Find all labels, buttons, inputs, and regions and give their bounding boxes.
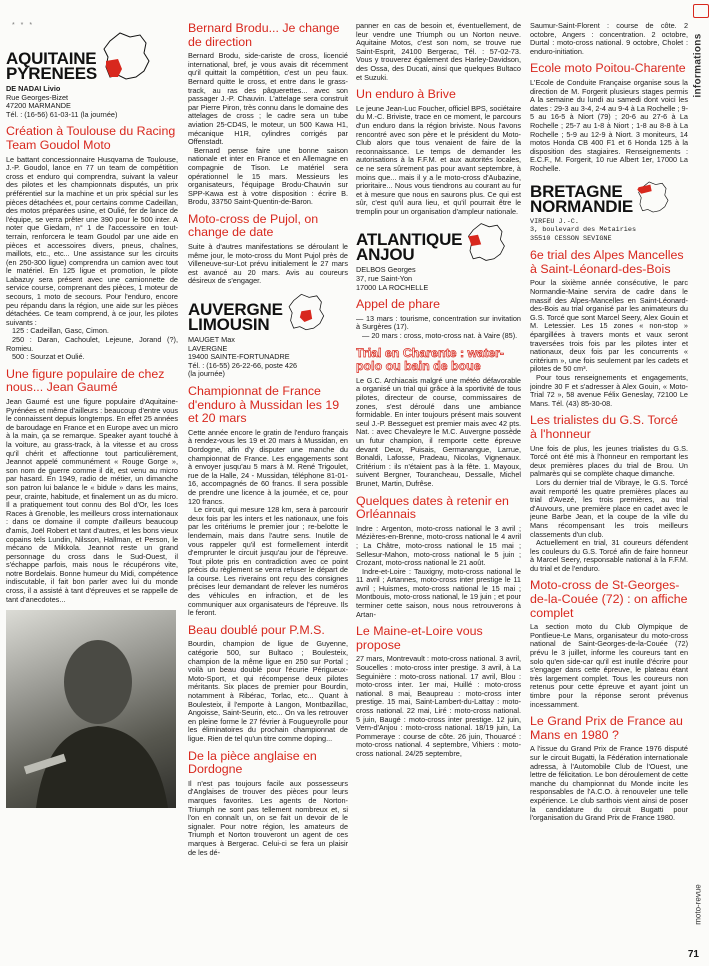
article-headline: Une figure populaire de chez nous... Jean Gaumé — [6, 366, 165, 395]
article-text: Le jeune Jean-Luc Foucher, officiel BPS, sociétaire du M.-C. Briviste, trace en ce moment, le parcours d'un enduro dans la région briviste. Nous l'avons rencontré avec son père et le président du Moto-Club alors que tous venaient de faire de la reconnaissance. Le temps de demander les autorisations à la F.F.M. et aux autorités locales, ce ne sera sûrement pas pour avant septembre, à moins que... mais il y a le moto-cross d'Aubazine, prioritaire... Nous vous tiendrons au courant au fur et à mesure que nous en saurons plus. Ce qui est sûr, c'est qu'il aura lieu, et qu'il pourrait être le tremplin pour un organisation d'ampleur nationale. — [356, 103, 521, 216]
article-text: A l'issue du Grand Prix de France 1976 disputé sur le circuit Bugatti, la Fédération internationale adressa, à l'Automobile Club de l'Ouest, une lettre de félicitation. Le bon déroulement de cette manche du championnat du Monde incite les responsables de l'A.C.O. à renouveler une telle expérience. Le club sarthois vient ainsi de poser la candidature du circuit Bugatti pour l'organisation du Grand Prix de France 1980. — [530, 744, 688, 823]
france-map-icon — [636, 180, 670, 214]
article-headline: De la pièce anglaise en Dordogne — [188, 748, 317, 777]
article-text: Bourdin, champion de ligue de Guyenne, catégorie 500, sur Bultaco ; Boulesteix, champion de la même ligue en 250 sur Portal ; voilà un beau doublé pour l'écurie Périgueux-Moto-Sport, et qui récompense deux pilotes méritants. Six places de premier pour Bourdin, notamment à Ribérac, Torlac, etc... Quant à Boulesteix, il l'emporte à Langon, Montbazillac, Angoisse, Saint-Seurin, etc... On va les retrouver en pleine forme le 27 février à Fougueyrolle pour les éliminatoires du prochain championnat de ligue. Rien de tel qu'un titre comme doping... — [188, 639, 348, 743]
correspondent-address: DE NADAI Livio Rue Georges-Bizet 47200 MARMANDE Tél. : (16-56) 61-03-11 (la journée) — [6, 84, 118, 119]
article-headline: Championnat de France d'enduro à Mussidan les 19 et 20 mars — [188, 384, 340, 426]
column-2 — [188, 22, 348, 958]
article-headline: Beau doublé pour P.M.S. — [188, 622, 325, 637]
france-map-icon — [286, 292, 326, 332]
article-text: Une fois de plus, les jeunes trialistes du G.S. Torcé ont été mis à l'honneur en remportant les deux premières places du trial de Brou. Un palmarès qui se complète chaque dimanche. — [530, 443, 688, 479]
article-headline: Ecole moto Poitou-Charente — [530, 61, 686, 76]
article-text: Bernard pense faire une bonne saison nationale et inter en France et en Allemagne en compagnie de Tison. Le matériel sera opérationnel le 15 mars. Messieurs les organisateurs, l'équipage Brodu-Chauvin sur SPP-Kawa est à votre disposition : écrire B. Brodu, 33750 Saint-Quentin-de-Baron. — [188, 145, 348, 207]
region-title: ATLANTIQUE ANJOU — [356, 230, 463, 265]
article-text: Le G.C. Archiacais malgré une météo défavorable a organisé un trial qui grâce à la sportivité de tous pilotes, directeur de course, commissaires de zones, s'est déroulé dans une ambiance formidable. En inter toujours présent mais souvent seul J.-P. Besseguet est premier mais avec 42 pts. Nat. : avec Chevaleyre le M.C. Auvergne possède un futur champion, il remporte cette épreuve devant Deux, Puisais, Germanangue, Larrue, Bonaldi, Lafosse, Pradeau, Nicolas, Vignenaux. Critérium : ils n'étaient pas à la fête. 1. Mayoux, suivent Bergner, Tourancheau, Dessalle, Michel Brunet, Martin, Dufrêse. — [356, 375, 521, 488]
article-text: Actuellement en trial, 31 coureurs défendent les couleurs du G.S. Torcé afin de faire honneur à Marcel Seery, responsable national à la F.F.M. du trial et de l'enduro. — [530, 538, 688, 573]
article-headline: Le Maine-et-Loire vous propose — [356, 624, 483, 652]
magazine-label: moto-revue — [693, 884, 703, 925]
article-text: Bernard Brodu, side-cariste de cross, licencié international, bref, je vous avais dit récemment qu'il quittait la compétition, c'est un peu faux. Bernard quitte le cross, et entre dans le grass-track, au ras des pâquerettes... avec son passager J.-P. Chauvin. L'attelage sera construit par Pierre Piron, très connu dans le domaine des attelages de cross ; le cadre sera un tube aviation 25-CD4S, le moteur, un 500 Kawa H1, mécanique H1R, cylindres corrigés par Offenstadt. — [188, 51, 348, 147]
column-1 — [6, 22, 178, 958]
article-headline: Quelques dates à retenir en Orléannais — [356, 493, 509, 522]
france-map-icon — [100, 31, 152, 81]
article-text: Le battant concessionnaire Husqvarna de Toulouse, J.-P. Goudol, lance en 77 un team de compétition cross et enduro qui comprendra, suivant la valeur des pilotes et les championnats disputés, un prix préférentiel sur la machine et un prix spécial sur les pièces détachées et, pour certains comme Cadeillan, des motos préparées usine, et Oulié, fer de lance de l'équipe, se verra prêter une 390 pour le 500 inter. A noter que Giedam, n° 1 de l'accessoire en tout-terrain, renforcera le team Goudol par une aide en pièces et accessoires divers, pneus, chaînes, maillots, etc., etc... Une assistance sur les circuits (en 250-300 ligue) comprendra un camion avec tout le matériel. En 125 ligue et promotion, le pilote Labazuy sera présent avec une camionnette de service course, comprenant des pièces, 1 moteur de secours, 1 moto de secours. Pour l'enduro, encore peu répandu dans la région, une aide sur les pièces détachées. Ce team comprend, à ce jour, les pilotes suivants : — [6, 154, 178, 327]
region-title: AQUITAINE PYRENEES — [6, 49, 97, 83]
article-text: L'Ecole de Conduite Française organise sous la direction de M. Forgerit plusieurs stages permis A la semaine du lundi au samedi dont voici les dates : 29-3 au 3-4, 2-4 au 9-4 à La Rochelle ; 9-5 au 16-5 à Niort (79) ; 20-6 au 27-6 à La Rochelle ; 25-7 au 1-8 à Niort ; 1-8 au 8-8 à La Rochelle ; 5-9 au 12-9 à Niort. 3 moniteurs, 14 motos Honda CB 400 F1 et 6 Honda 125 à la disposition des stagiaires. Renseignements : E.C.F., M. Forgerit, 10 rue Albert 1er, 17000 La Rochelle. — [530, 77, 688, 173]
article-text: 500 : Sourzat et Oulié. — [12, 352, 85, 362]
region-header-bretagne — [530, 180, 688, 214]
article-text: Saumur-Saint-Florent : course de côte. 2 octobre, Angers : concentration. 2 octobre, Durtal : moto-cross national. 9 octobre, Cholet : enduro-initiation. — [530, 22, 688, 56]
article-headline: Moto-cross de Pujol, on change de date — [188, 211, 319, 240]
article-text: Jean Gaumé est une figure populaire d'Aquitaine-Pyrénées et même d'ailleurs : beaucoup d'entre vous le connaissent depuis longtemps. En effet 25 années de baroudage en France et en Europe avec un micro à la main, ça se remarque. Speaker ayant touché à la voiture, au grass-track, à la vitesse et au cross qu'il chérit et affectionne tout particulièrement, Jeannot appelé communément « Rouge Gorge », son nom de guerre comme il dit, est venu au micro par hasard. En 1949, radio de métier, un dimanche son patron lui balance le « bidule » dans les mains, peur, crainte, habitude, et finalement un as du micro. Il a pratiquement tout connu des Bol d'Or, les Ices Races à Grenoble, les meilleurs cross internationaux : dans ce domaine il compte d'ailleurs beaucoup d'amis, Joël Robert et tant d'autres, et les bons vieux copains tels Lundin, Nilsson, Hallman, et Person, le mécano de Mikkola. Jeannot reste un grand personnage du cross dans le Sud-Ouest, il s'échappe parfois, mais nous le récupérons vite, notre Bordelais. Bonne humeur du Midi, compétence indiscutable, il fait bon parler avec lui du monde cross, il a assisté à tant d'épreuves et se rappelle de tant d'anecdotes... — [6, 397, 178, 604]
article-text: Pour tous renseignements et engagements, joindre 30 F et s'adresser à Alex Gouin, « Moto-Trial 72 », 58 avenue Félix Geneslay, 72100 Le Mans. Tél. (43) 85-30-08. — [530, 373, 688, 408]
region-header-atlantique — [356, 222, 521, 265]
article-headline: Bernard Brodu... Je change de direction — [188, 22, 340, 49]
region-title: BRETAGNE NORMANDIE — [530, 181, 634, 216]
article-text: 27 mars, Montrevault : moto-cross national. 3 avril, Soucelles : moto-cross inter prestige. 3 avril, à La Seguinière : moto-cross national. 17 avril, Blou : moto-cross inter. 1er mai, Huillé : moto-cross national. 8 mai, Beaupreau : moto-cross inter prestige. 15 mai, Saint-Lambert-du-Lattay : moto-cross national. 22 mai, Liré : moto-cross national. 5 juin, Baugé : moto-cross inter prestige. 12 juin, Vern-d'Anjou : moto-cross national. 18/19 juin, La Pommeraye : course de côte. 26 juin, Thouarcé : moto-cross national. 4 septembre, Vihiers : moto-cross national. 24/25 septembre, — [356, 654, 521, 758]
france-map-icon — [465, 222, 507, 262]
article-text: La section moto du Club Olympique de Pontlieue-Le Mans, organisateur du moto-cross national de Saint-Georges-de-la-Couée (72) prévu le 3 juillet, informe les coureurs tant en solo qu'en side-car qu'il est inutile d'écrire pour s'engager dans cette épreuve, le plateau étant très largement complet. Tous les coureurs non retenus pour cette épreuve et ayant joint un timbre pour la réponse seront prévenus incessamment. — [530, 622, 688, 709]
article-text: — 13 mars : tourisme, concentration sur invitation à Surgères (17). — [356, 313, 521, 332]
article-headline: Création à Toulouse du Racing Team Goudol Moto — [6, 124, 176, 152]
article-text: 125 : Cadeillan, Gasc, Cimon. — [12, 326, 109, 336]
article-headline: 6e trial des Alpes Mancelles à Saint-Léonard-des-Bois — [530, 248, 684, 276]
article-text: Suite à d'autres manifestations se déroulant le même jour, le moto-cross du Mont Pujol près de Villeneuve-sur-Lot prévu initialement le 27 mars est avancé au 20 mars. Avis au coureurs désireux de s'engager. — [188, 242, 348, 286]
decorative-stars: * * * — [12, 22, 35, 29]
column-3 — [356, 22, 521, 958]
article-text: Pour la sixième année consécutive, le parc Normandie-Maine servira de cadre dans le massif des Alpes-Mancelles en Saint-Léonard-des-Bois au trial organisé par les animateurs du G.S. Torcé que sont Marcel Seery, Alex Gouin et M. Letessier. Les 15 zones « non-stop » épargillées à travers monts et vaux seront traversées trois fois par les pilotes inter et nationaux, deux fois par les concurrents « critérium », une fois seulement par les cadets et pilotes de 50 cm³. — [530, 278, 688, 374]
article-headline: Trial en Charente : water-polo ou bain de boue — [356, 345, 505, 374]
correspondent-address: DELBOS Georges 37, rue Saint-Yon 17000 LA ROCHELLE — [356, 265, 429, 292]
article-text: Le circuit, qui mesure 128 km, sera à parcourir deux fois par les inters et les nationaux, une fois par les critériums le premier jour ; re-belotte le lendemain, mais dans l'autre sens. Inutile de vous rappeler qu'il est formellement interdit d'emprunter le circuit jusqu'au jour de l'épreuve. Tout pilote pris en contradiction avec ce point précis du règlement se verra refuser le départ de la course. Les riverains ont reçu des consignes précises leur demandant de relever les numéros des véhicules en infraction, et de les communiquer aux organisateurs de l'épreuve. Ils le feront. — [188, 505, 348, 618]
article-headline: Les trialistes du G.S. Torcé à l'honneur — [530, 413, 678, 441]
article-headline: Moto-cross de St-Georges-de-la-Couée (72) : on affiche complet — [530, 578, 688, 620]
region-header-auvergne — [188, 292, 348, 335]
article-text: Indre : Argenton, moto-cross national le 3 avril ; Mézières-en-Brenne, moto-cross national le 4 avril ; La Châtre, moto-cross national le 15 mai ; Sellesur-Mahon, moto-cross national le 5 juin ; Crozant, moto-cross national le 21 août. — [356, 523, 521, 568]
article-text: Indre-et-Loire : Tauxigny, moto-cross national le 11 avril ; Artannes, moto-cross inter prestige le 11 avril ; Huismes, moto-cross national le 15 mai ; Montbouis, moto-cross national, le 19 juin ; et pour terminer cette saison, nous nous retrouverons à Artan- — [356, 566, 521, 619]
article-text: Lors du dernier trial de Vibraye, le G.S. Torcé avait remporté les quatre premières places au trial d'Avezé, les trois premières, au trial d'Auvours, une première place en cadet avec le jeune Barbe Jean, et la coupe de la ville du Mans récompensant les trois meilleurs classements d'un club. — [530, 477, 688, 539]
article-text: 250 : Daran, Cachoulet, Lejeune, Jorand (?), Romieu. — [6, 335, 178, 353]
section-rail — [687, 0, 709, 966]
section-label: informations — [692, 33, 704, 98]
page-number: 71 — [687, 949, 699, 960]
portrait-silhouette-icon — [6, 610, 176, 808]
correspondent-address: VIRFEU J.-C. 3, boulevard des Metairies 35510 CESSON SEVIGNE — [530, 217, 637, 243]
article-headline: Un enduro à Brive — [356, 87, 456, 102]
portrait-photo — [6, 610, 176, 808]
article-headline: Le Grand Prix de France au Mans en 1980 ? — [530, 714, 683, 742]
article-text: — 20 mars : cross, moto-cross nat. à Vaire (85). — [362, 331, 518, 341]
region-header-aquitaine — [6, 31, 178, 81]
article-headline: Appel de phare — [356, 297, 441, 312]
column-4 — [530, 22, 688, 958]
article-text: Cette année encore le gratin de l'enduro français à rendez-vous les 19 et 20 mars à Mussidan, en Dordogne, afin d'y disputer une manche du championnat de France. Les engagements sont à envoyer jusqu'au 5 mars à M. René Trigoulet, rue de la Halle, 24 - Mussidan, téléphone 81-01-16, accompagnés de 60 francs. Il sera possible de prendre une licence à la journée, et ce, pour 120 francs. — [188, 427, 348, 506]
region-title: AUVERGNE LIMOUSIN — [188, 300, 283, 335]
article-text: panner en cas de besoin et, éventuellement, de leur vendre une Triumph ou un Norton neuve. Aquitaine Motos, c'est son nom, se trouve rue Saint-Esprit, 24100 Bergerac, Tél. : 57-02-73. Vous y trouverez également des Harley-Davidson, des Ossa, des Ducati, ainsi que quelques Bultaco et Suzuki. — [356, 22, 521, 82]
correspondent-address: MAUGET Max LAVERGNE 19400 SAINTE-FORTUNADRE Tél. : (16-55) 26-22-66, poste 426 (la journée) — [188, 335, 298, 379]
article-text: Il n'est pas toujours facile aux possesseurs d'Anglaises de trouver des pièces pour leurs marques favorites. Les agents de Norton-Triumph ne sont pas tellement nombreux et, si l'on en connaît un, on se fait un devoir de le signaler. Pour notre région, les amateurs de Triumph et Norton trouveront un agent de ces marques à Bergerac. Celui-ci se fera un plaisir de les dé- — [188, 778, 348, 857]
section-logo-icon — [693, 4, 709, 18]
